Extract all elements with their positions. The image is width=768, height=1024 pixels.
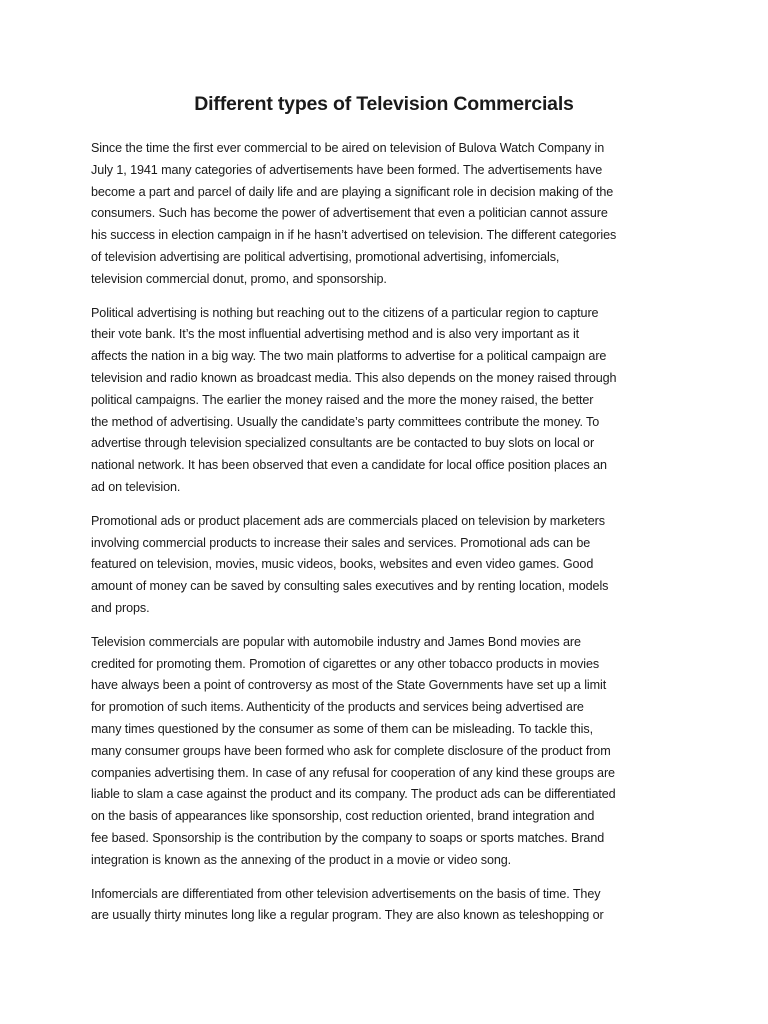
text-line: television commercial donut, promo, and sponsorship. — [91, 271, 387, 286]
text-line: fee based. Sponsorship is the contribution by the company to soaps or sports matches. Brand — [91, 830, 605, 845]
text-line: affects the nation in a big way. The two main platforms to advertise for a political campaign are — [91, 349, 607, 364]
text-line: become a part and parcel of daily life and are playing a significant role in decision making of the — [91, 184, 614, 199]
text-line: Since the time the first ever commercial to be aired on television of Bulova Watch Company in — [91, 141, 605, 155]
text-line: on the basis of appearances like sponsorship, cost reduction oriented, brand integration and — [91, 809, 595, 824]
document-title: Different types of Television Commercials — [194, 93, 574, 115]
text-line: the method of advertising. Usually the candidate’s party committees contribute the money. To — [91, 414, 600, 429]
text-line: of television advertising are political advertising, promotional advertising, infomercials, — [91, 249, 560, 264]
text-line: liable to slam a case against the product and its company. The product ads can be differentiated — [91, 787, 616, 802]
text-line: his success in election campaign in if he hasn’t advertised on television. The different categories — [91, 228, 617, 243]
text-line: for promotion of such items. Authenticity of the products and services being advertised are — [91, 700, 584, 715]
text-line: Television commercials are popular with automobile industry and James Bond movies are — [91, 634, 581, 649]
text-line: many times questioned by the consumer as some of them can be misleading. To tackle this, — [91, 721, 593, 736]
text-line: have always been a point of controversy as most of the State Governments have set up a limit — [91, 678, 607, 693]
text-line: advertise through television specialized consultants are be contacted to buy slots on local or — [91, 436, 595, 451]
text-line: amount of money can be saved by consulting sales executives and by renting location, models — [91, 579, 609, 594]
text-line: television and radio known as broadcast media. This also depends on the money raised through — [91, 370, 617, 385]
text-line: national network. It has been observed that even a candidate for local office position places an — [91, 458, 607, 473]
text-line: and props. — [91, 600, 150, 615]
paragraph-intro — [91, 138, 681, 291]
text-line: Promotional ads or product placement ads are commercials placed on television by marketers — [91, 513, 605, 528]
paragraph-political-advertising — [91, 303, 681, 499]
document-body — [91, 138, 681, 939]
text-line: credited for promoting them. Promotion of cigarettes or any other tobacco products in movies — [91, 656, 600, 671]
paragraph-promotional-ads — [91, 511, 681, 620]
text-line: July 1, 1941 many categories of advertisements have been formed. The advertisements have — [91, 162, 603, 177]
paragraph-television-commercials — [91, 632, 681, 872]
text-line: are usually thirty minutes long like a regular program. They are also known as teleshopping or — [91, 908, 604, 923]
text-line: Political advertising is nothing but reaching out to the citizens of a particular region to capture — [91, 305, 599, 320]
text-line: involving commercial products to increase their sales and services. Promotional ads can be — [91, 535, 591, 550]
text-line: integration is known as the annexing of the product in a movie or video song. — [91, 852, 512, 867]
text-line: their vote bank. It’s the most influential advertising method and is also very important as it — [91, 327, 580, 342]
text-line: consumers. Such has become the power of advertisement that even a politician cannot assure — [91, 206, 608, 221]
text-line: companies advertising them. In case of any refusal for cooperation of any kind these groups are — [91, 765, 615, 780]
text-line: ad on television. — [91, 479, 181, 494]
text-line: political campaigns. The earlier the money raised and the more the money raised, the better — [91, 392, 594, 407]
text-line: many consumer groups have been formed who ask for complete disclosure of the product from — [91, 743, 611, 758]
text-line: Infomercials are differentiated from other television advertisements on the basis of time. They — [91, 886, 601, 901]
paragraph-infomercials — [91, 884, 681, 928]
text-line: featured on television, movies, music videos, books, websites and even video games. Good — [91, 557, 594, 572]
